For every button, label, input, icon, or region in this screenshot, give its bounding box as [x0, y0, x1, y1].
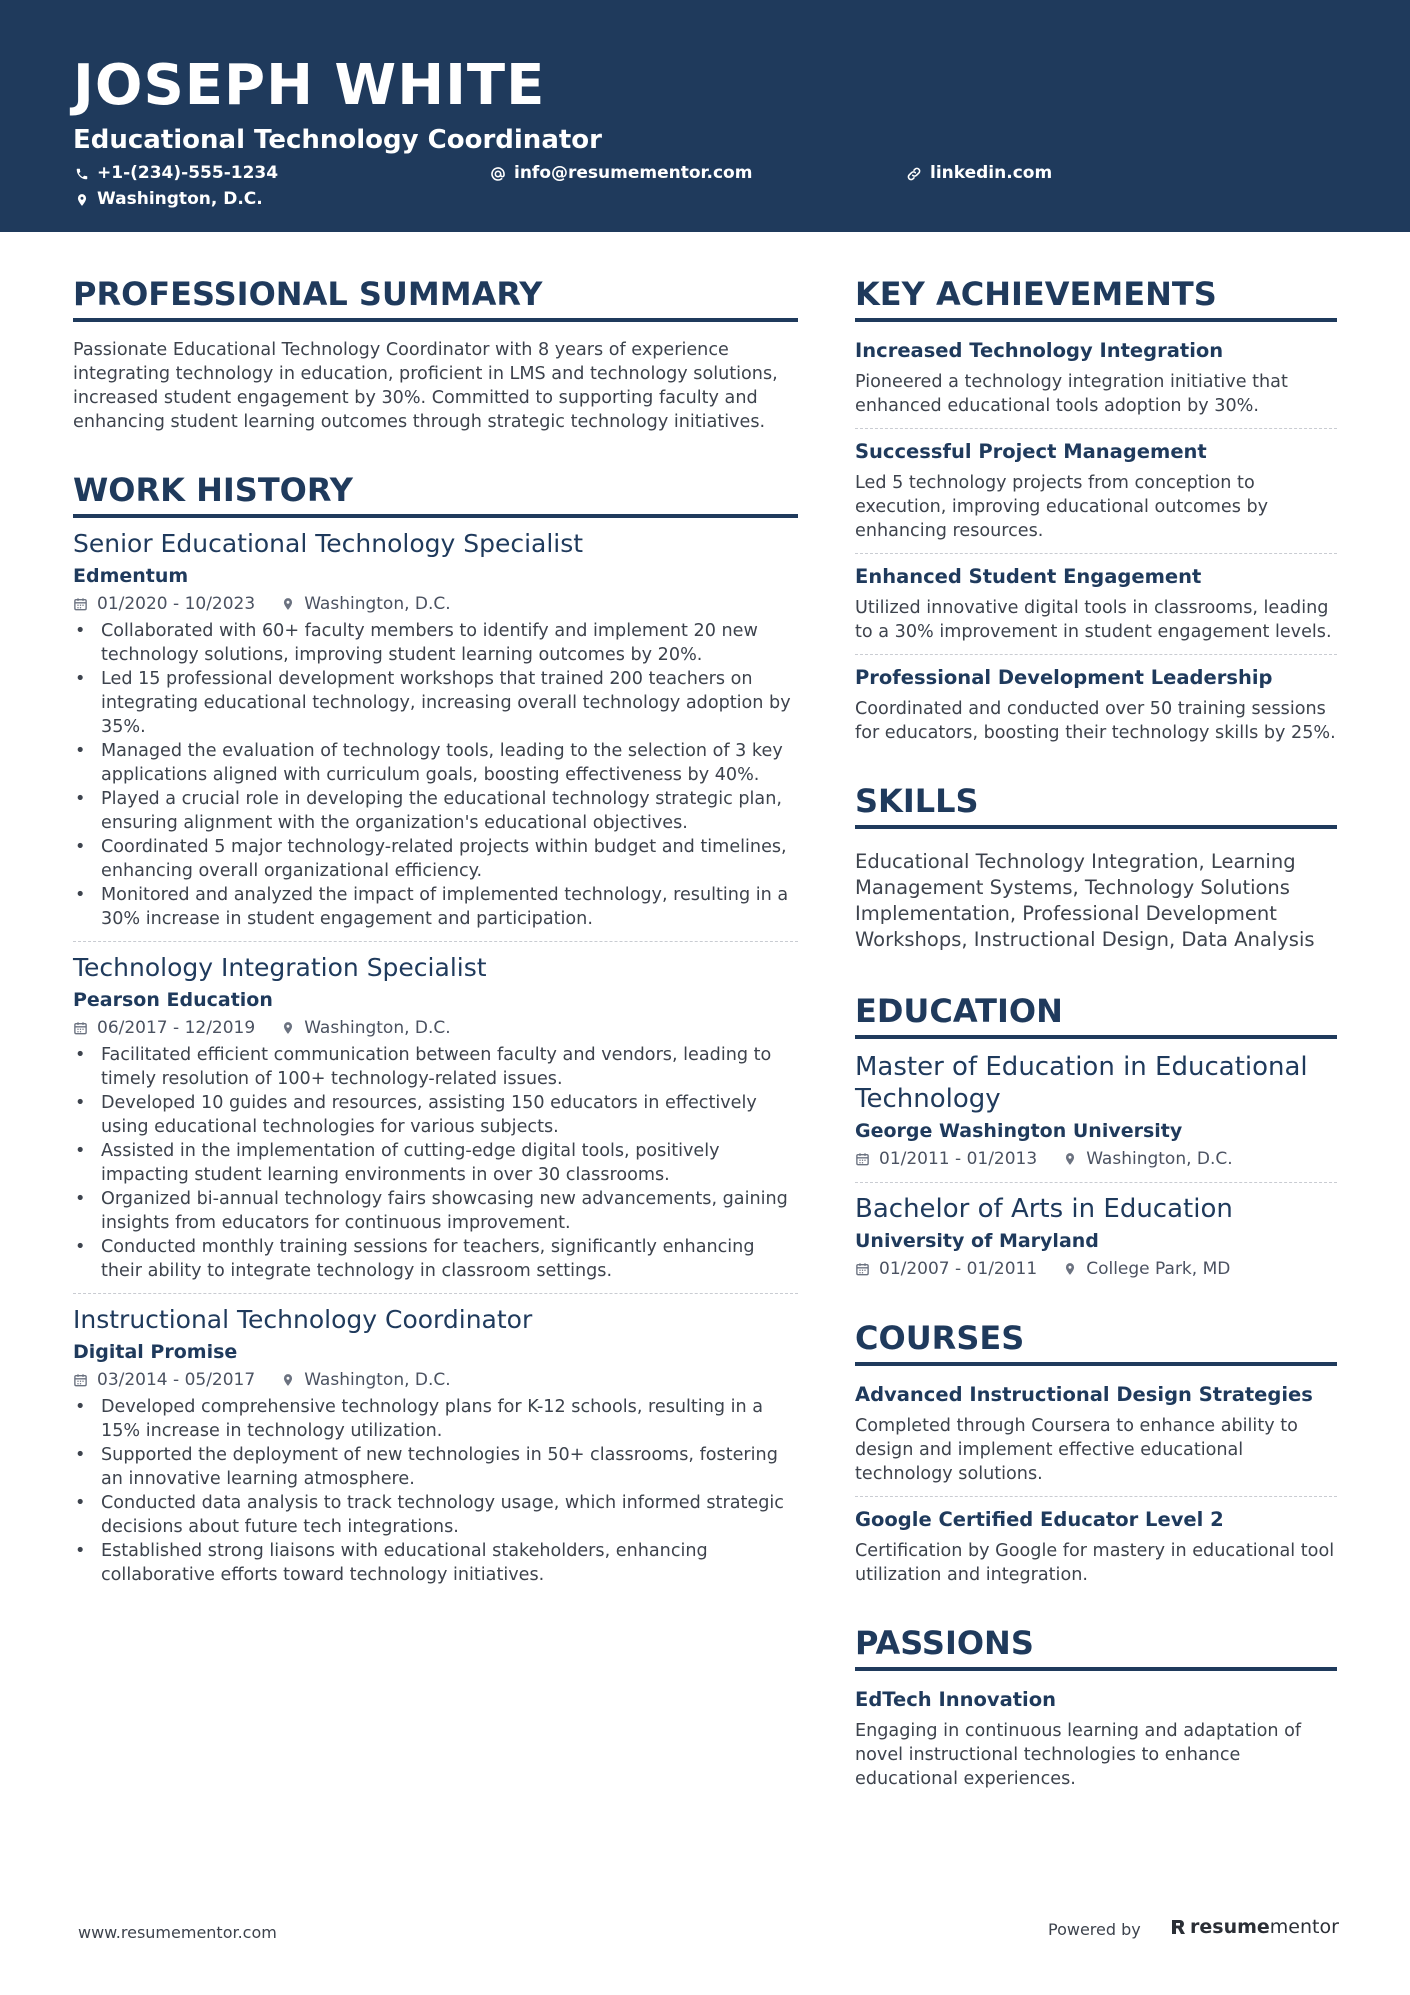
achievements-heading: KEY ACHIEVEMENTS	[855, 278, 1337, 322]
job-entry	[73, 1304, 798, 1587]
job-title: Technology Integration Specialist	[73, 953, 487, 982]
list-item: • Collaborated with 60+ faculty members to identify and implement 20 new technology solutions, improving student learning outcomes by 20%.	[73, 619, 798, 667]
divider	[855, 654, 1337, 655]
contact-email[interactable]	[490, 165, 752, 182]
candidate-title: Educational Technology Coordinator	[73, 125, 602, 155]
location-pin-icon	[1063, 1261, 1077, 1277]
email-text: info@resumementor.com	[514, 163, 753, 183]
job-company: Digital Promise	[73, 1341, 238, 1363]
education-dates: 01/2007 - 01/2011	[855, 1256, 1037, 1282]
course-title: Google Certified Educator Level 2	[855, 1508, 1224, 1531]
divider	[855, 428, 1337, 429]
divider	[855, 1182, 1337, 1183]
resume-header	[0, 0, 1410, 232]
divider	[73, 941, 798, 942]
job-bullets	[73, 1043, 798, 1283]
list-item: • Conducted data analysis to track technology usage, which informed strategic decisions about future tech integrations.	[73, 1491, 798, 1539]
divider	[855, 553, 1337, 554]
at-icon	[490, 166, 506, 182]
achievement-text: Led 5 technology projects from conception to execution, improving educational outcomes by enhancing resources.	[855, 473, 1269, 541]
job-company: Pearson Education	[73, 989, 273, 1011]
achievement-item	[855, 665, 1337, 745]
education-location: Washington, D.C.	[1063, 1146, 1232, 1172]
course-item	[855, 1382, 1337, 1486]
skills-text: Educational Technology Integration, Learning Management Systems, Technology Solutions Implementation, Professional Development Workshops, Instructional Design, Data Analysis	[855, 850, 1315, 951]
contact-linkedin[interactable]	[906, 165, 1052, 182]
location-text: Washington, D.C.	[97, 189, 263, 209]
resumementor-logo-icon	[1170, 1918, 1186, 1936]
achievement-text: Pioneered a technology integration initiative that enhanced educational tools adoption by 30%.	[855, 372, 1288, 416]
education-item	[855, 1051, 1337, 1172]
list-item: • Played a crucial role in developing the educational technology strategic plan, ensuring alignment with the organization's educational objectives.	[73, 787, 798, 835]
list-item: • Conducted monthly training sessions for teachers, significantly enhancing their ability to integrate technology in classroom settings.	[73, 1235, 798, 1283]
education-item	[855, 1193, 1337, 1282]
course-item	[855, 1507, 1337, 1587]
location-pin-icon	[281, 1020, 295, 1036]
phone-text: +1-(234)-555-1234	[97, 163, 279, 183]
calendar-icon	[73, 1372, 88, 1388]
link-icon	[906, 166, 922, 182]
location-pin-icon	[281, 596, 295, 612]
contact-location	[75, 191, 263, 208]
list-item: • Monitored and analyzed the impact of implemented technology, resulting in a 30% increase in student engagement and participation.	[73, 883, 798, 931]
achievement-text: Utilized innovative digital tools in classrooms, leading to a 30% improvement in student engagement levels.	[855, 598, 1332, 642]
work-heading: WORK HISTORY	[73, 474, 798, 518]
courses-heading: COURSES	[855, 1322, 1337, 1366]
job-title: Instructional Technology Coordinator	[73, 1305, 533, 1334]
passion-text: Engaging in continuous learning and adaptation of novel instructional technologies to enhance educational experiences.	[855, 1721, 1302, 1789]
divider	[73, 1293, 798, 1294]
list-item: • Developed 10 guides and resources, assisting 150 educators in effectively using educational technologies for various subjects.	[73, 1091, 798, 1139]
list-item: • Organized bi-annual technology fairs showcasing new advancements, gaining insights from educators for continuous improvement.	[73, 1187, 798, 1235]
achievement-item	[855, 564, 1337, 644]
location-pin-icon	[281, 1372, 295, 1388]
achievement-item	[855, 338, 1337, 418]
achievement-title: Successful Project Management	[855, 440, 1207, 463]
passions-heading: PASSIONS	[855, 1627, 1337, 1671]
education-meta	[855, 1256, 1337, 1282]
list-item: • Facilitated efficient communication between faculty and vendors, leading to timely resolution of 100+ technology-related issues.	[73, 1043, 798, 1091]
achievement-title: Enhanced Student Engagement	[855, 565, 1202, 588]
education-heading: EDUCATION	[855, 995, 1337, 1039]
list-item: • Led 15 professional development workshops that trained 200 teachers on integrating educational technology, increasing overall technology adoption by 35%.	[73, 667, 798, 739]
education-dates: 01/2011 - 01/2013	[855, 1146, 1037, 1172]
summary-heading: PROFESSIONAL SUMMARY	[73, 278, 798, 322]
calendar-icon	[855, 1151, 870, 1167]
achievement-title: Professional Development Leadership	[855, 666, 1273, 689]
list-item: • Developed comprehensive technology plans for K-12 schools, resulting in a 15% increase in technology utilization.	[73, 1395, 798, 1443]
list-item: • Coordinated 5 major technology-related projects within budget and timelines, enhancing overall organizational efficiency.	[73, 835, 798, 883]
education-degree: Bachelor of Arts in Education	[855, 1194, 1233, 1224]
location-pin-icon	[75, 192, 89, 208]
candidate-name: JOSEPH WHITE	[73, 53, 546, 118]
phone-icon	[75, 167, 89, 181]
job-dates: 01/2020 - 10/2023	[73, 591, 255, 617]
job-dates: 06/2017 - 12/2019	[73, 1015, 255, 1041]
footer-url[interactable]: www.resumementor.com	[78, 1923, 277, 1942]
skills-heading: SKILLS	[855, 785, 1337, 829]
job-bullets	[73, 619, 798, 931]
education-degree: Master of Education in Educational Technology	[855, 1052, 1308, 1114]
job-meta	[73, 591, 798, 617]
brand-bold: resume	[1190, 1916, 1270, 1938]
summary-text: Passionate Educational Technology Coordinator with 8 years of experience integrating technology in education, proficient in LMS and technology solutions, increased student engagement by 30%. Committed to supporting faculty and enhancing student learning outcomes through strategic technology initiatives.	[73, 340, 778, 432]
contact-phone[interactable]	[75, 165, 278, 182]
list-item: • Supported the deployment of new technologies in 50+ classrooms, fostering an innovative learning atmosphere.	[73, 1443, 798, 1491]
job-bullets	[73, 1395, 798, 1587]
calendar-icon	[855, 1261, 870, 1277]
achievement-item	[855, 439, 1337, 543]
brand-light: mentor	[1269, 1916, 1339, 1938]
job-entry	[73, 952, 798, 1283]
job-entry	[73, 528, 798, 931]
location-pin-icon	[1063, 1151, 1077, 1167]
achievement-text: Coordinated and conducted over 50 training sessions for educators, boosting their technology skills by 25%.	[855, 699, 1336, 743]
education-school: George Washington University	[855, 1120, 1183, 1142]
job-location: Washington, D.C.	[281, 1367, 450, 1393]
brand-logo[interactable]	[1170, 1916, 1339, 1938]
powered-by-label: Powered by	[1048, 1920, 1141, 1939]
calendar-icon	[73, 596, 88, 612]
job-meta	[73, 1367, 798, 1393]
left-column	[73, 275, 798, 1587]
education-meta	[855, 1146, 1337, 1172]
calendar-icon	[73, 1020, 88, 1036]
achievement-title: Increased Technology Integration	[855, 339, 1224, 362]
job-meta	[73, 1015, 798, 1041]
job-company: Edmentum	[73, 565, 189, 587]
divider	[855, 1496, 1337, 1497]
list-item: • Managed the evaluation of technology tools, leading to the selection of 3 key applications aligned with curriculum goals, boosting effectiveness by 40%.	[73, 739, 798, 787]
job-location: Washington, D.C.	[281, 591, 450, 617]
course-text: Certification by Google for mastery in educational tool utilization and integration.	[855, 1541, 1335, 1585]
passion-item	[855, 1687, 1337, 1791]
linkedin-text: linkedin.com	[930, 163, 1053, 183]
education-school: University of Maryland	[855, 1230, 1099, 1252]
list-item: • Established strong liaisons with educational stakeholders, enhancing collaborative efforts toward technology initiatives.	[73, 1539, 798, 1587]
education-location: College Park, MD	[1063, 1256, 1230, 1282]
course-title: Advanced Instructional Design Strategies	[855, 1383, 1313, 1406]
list-item: • Assisted in the implementation of cutting-edge digital tools, positively impacting student learning environments in over 30 classrooms.	[73, 1139, 798, 1187]
right-column	[855, 275, 1337, 1791]
job-dates: 03/2014 - 05/2017	[73, 1367, 255, 1393]
job-title: Senior Educational Technology Specialist	[73, 529, 584, 558]
job-location: Washington, D.C.	[281, 1015, 450, 1041]
course-text: Completed through Coursera to enhance ability to design and implement effective educational technology solutions.	[855, 1416, 1298, 1484]
passion-title: EdTech Innovation	[855, 1688, 1057, 1711]
